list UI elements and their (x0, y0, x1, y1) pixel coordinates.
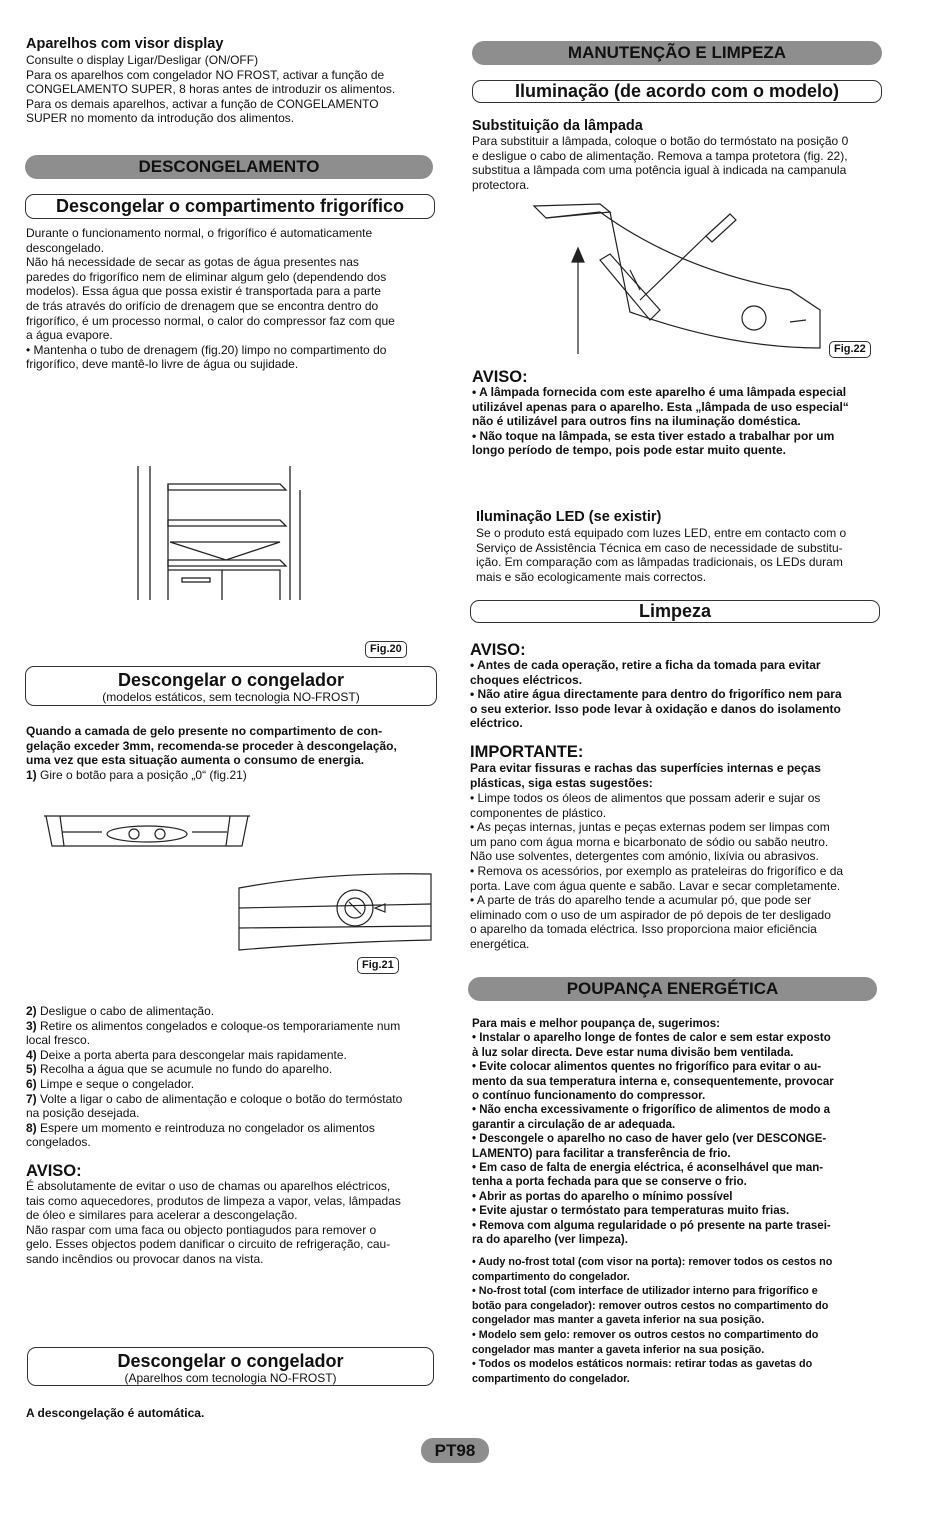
step-text: Deixe a porta aberta para descongelar mais rapidamente. (36, 1047, 347, 1062)
fig22-label: Fig.22 (829, 341, 871, 358)
text-line: compartimento do congelador. (472, 1270, 630, 1283)
text-line: protectora. (472, 177, 530, 192)
subsection-title: Descongelar o congelador (117, 670, 345, 690)
text-line: a água evapore. (26, 328, 113, 343)
subsection-title: Descongelar o compartimento frigorífico (55, 196, 405, 216)
subsection-box-congelador (25, 666, 437, 706)
text-line: eliminado com o uso de um aspirador de pó depois de ter desligado (470, 907, 831, 922)
substituicao-text (472, 134, 892, 192)
importante-text (470, 791, 890, 952)
step-text: Limpe e seque o congelador. (36, 1076, 195, 1091)
step-line (26, 1077, 446, 1092)
text-line: descongelado. (26, 240, 105, 255)
subsection-title: Iluminação (de acordo com o modelo) (514, 81, 840, 101)
text-line: substitua a lâmpada com uma potência igual à indicada na campanula (472, 163, 847, 178)
visor-text (26, 53, 446, 126)
text-line: modelos). Essa água que possa existir é transportada para a parte (26, 284, 381, 299)
text-line: o contínuo funcionamento do compressor. (472, 1090, 706, 1103)
text-line: congelador mas manter a gaveta inferior na sua posição. (472, 1314, 765, 1327)
step-number: 5) (26, 1062, 37, 1077)
text-line: Consulte o display Ligar/Desligar (ON/OFF) (26, 53, 259, 67)
poupanca-models-text (472, 1255, 884, 1386)
text-line: congelador mas manter a gaveta inferior na sua posição. (472, 1343, 765, 1356)
step-text: na posição desejada. (26, 1106, 140, 1121)
step-line (26, 1033, 446, 1048)
text-line: • Em caso de falta de energia eléctrica, é aconselhável que man- (472, 1162, 824, 1175)
subsection-box-frigorifico (25, 194, 435, 219)
text-line: Quando a camada de gelo presente no compartimento de con- (26, 724, 383, 738)
text-line: É absolutamente de evitar o uso de chamas ou aparelhos eléctricos, (26, 1179, 391, 1193)
text-line: Não raspar com uma faca ou objecto pontiagudos para remover o (26, 1222, 377, 1237)
steps-list (26, 1004, 446, 1150)
step-text: Recolha a água que se acumule no fundo do aparelho. (36, 1062, 333, 1077)
text-line: • Não atire água directamente para dentro do frigorífico nem para (470, 687, 842, 702)
step-line (26, 1062, 446, 1077)
text-line: • Abrir as portas do aparelho o mínimo possível (472, 1190, 733, 1203)
congelador-warning (26, 724, 446, 768)
fig21-top-illustration (42, 812, 252, 860)
text-line: • Não toque na lâmpada, se esta tiver estado a trabalhar por um (472, 428, 835, 443)
text-line: • Todos os modelos estáticos normais: retirar todas as gavetas do (472, 1358, 813, 1371)
visor-title: Aparelhos com visor display (26, 36, 224, 52)
aviso-limpeza-text (470, 658, 890, 731)
text-line: • Modelo sem gelo: remover os outros cestos no compartimento do (472, 1328, 819, 1341)
text-line: • Evite colocar alimentos quentes no frigorífico para evitar o au- (472, 1061, 822, 1074)
text-line: • Remova com alguma regularidade o pó presente na parte trasei- (472, 1219, 831, 1232)
step-line (26, 1092, 446, 1107)
subsection-box-iluminacao (472, 80, 882, 103)
page-number: PT98 (421, 1438, 489, 1463)
text-line: mento da sua temperatura interna e, consequentemente, provocar (472, 1075, 834, 1088)
text-line: tenha a porta fechada para que se conserve o frio. (472, 1176, 747, 1189)
fig21-label: Fig.21 (357, 957, 399, 974)
substituicao-title: Substituição da lâmpada (472, 118, 643, 134)
text-line: • No-frost total (com interface de utilizador interno para frigorífico e (472, 1285, 818, 1298)
text-line: Para substituir a lâmpada, coloque o botão do termóstato na posição 0 (472, 134, 849, 148)
text-line: LAMENTO) para facilitar a transferência de frio. (472, 1147, 731, 1160)
text-line: gelação exceder 3mm, recomenda-se proceder à descongelação, (26, 738, 397, 753)
aviso-title: AVISO: (472, 368, 528, 386)
step-line (26, 1019, 446, 1034)
text-line: de trás através do orifício de drenagem que se encontra dentro do (26, 298, 379, 313)
step-number: 8) (26, 1120, 37, 1135)
step-line (26, 1121, 446, 1136)
text-line: o aparelho da tomada eléctrica. Isso proporciona maior eficiência (470, 922, 817, 937)
text-line: à luz solar directa. Deve estar numa divisão bem ventilada. (472, 1046, 794, 1059)
step-number: 1) (26, 768, 37, 782)
step-text: Retire os alimentos congelados e coloque-os temporariamente num (36, 1018, 401, 1033)
text-line: ição. Em comparação com as lâmpadas tradicionais, os LEDs duram (476, 555, 843, 570)
subsection-title: Limpeza (638, 601, 712, 621)
subsection-subtitle: (Aparelhos com tecnologia NO-FROST) (124, 1371, 337, 1385)
text-line: o seu exterior. Isso pode levar à oxidação e danos do isolamento (470, 701, 841, 716)
step-1 (26, 768, 247, 783)
aviso-title: AVISO: (470, 641, 526, 659)
text-line: de óleo e similares para acelerar a descongelação. (26, 1208, 298, 1223)
section-bar-descongelamento: DESCONGELAMENTO (25, 155, 433, 179)
text-line: não é utilizável para outros fins na iluminação doméstica. (472, 414, 801, 429)
text-line: • Descongele o aparelho no caso de haver gelo (ver DESCONGE- (472, 1133, 827, 1146)
step-line (26, 1048, 446, 1063)
text-line: um pano com água morna e bicarbonato de sódio ou sabão neutro. (470, 834, 829, 849)
text-line: • Mantenha o tubo de drenagem (fig.20) limpo no compartimento do (26, 342, 387, 357)
aviso-text (26, 1179, 446, 1267)
text-line: • Remova os acessórios, por exemplo as prateleiras do frigorífico e da (470, 863, 844, 878)
text-line: tais como aquecedores, produtos de limpeza a vapor, velas, lâmpadas (26, 1193, 401, 1208)
section-bar-manutencao: MANUTENÇÃO E LIMPEZA (472, 41, 882, 65)
text-line: • Instalar o aparelho longe de fontes de calor e sem estar exposto (472, 1032, 831, 1045)
step-number: 7) (26, 1091, 37, 1106)
step-number: 2) (26, 1004, 37, 1018)
fig20-illustration (130, 462, 320, 607)
text-line: choques eléctricos. (470, 672, 583, 687)
step-line (26, 1004, 446, 1019)
text-line: Não há necessidade de secar as gotas de água presentes nas (26, 255, 359, 270)
text-line: frigorífico, é um processo normal, o calor do compressor faz com que (26, 313, 395, 328)
text-line: botão para congelador): remover outros cestos no compartimento do (472, 1299, 829, 1312)
step-text: congelados. (26, 1135, 91, 1150)
text-line: Serviço de Assistência Técnica em caso de necessidade de substitu- (476, 540, 843, 555)
frigorifico-text (26, 226, 446, 372)
step-number: 4) (26, 1047, 37, 1062)
aviso-title: AVISO: (26, 1162, 82, 1180)
text-line: porta. Lave com água quente e sabão. Lavar e secar completamente. (470, 878, 841, 893)
text-line: energética. (470, 936, 530, 951)
text-line: Para evitar fissuras e rachas das superfícies internas e peças (470, 761, 821, 775)
text-line: SUPER no momento da introdução dos alimentos. (26, 111, 295, 126)
step-number: 3) (26, 1018, 37, 1033)
text-line: • Limpe todos os óleos de alimentos que possam aderir e sujar os (470, 791, 821, 805)
poupanca-text (472, 1017, 892, 1248)
step-text: Desligue o cabo de alimentação. (36, 1004, 215, 1018)
importante-bold (470, 761, 890, 790)
importante-title: IMPORTANTE: (470, 743, 584, 761)
subsection-subtitle: (modelos estáticos, sem tecnologia NO-FROST) (102, 690, 360, 704)
text-line: eléctrico. (470, 716, 523, 731)
led-text (476, 526, 896, 584)
text-line: • A parte de trás do aparelho tende a acumular pó, que pode ser (470, 893, 812, 908)
text-line: • Não encha excessivamente o frigorífico de alimentos de modo a (472, 1104, 831, 1117)
fig20-label: Fig.20 (365, 641, 407, 658)
aviso-lampada-text (472, 385, 892, 458)
text-line: Se o produto está equipado com luzes LED, entre em contacto com o (476, 526, 847, 540)
text-line: • Audy no-frost total (com visor na porta): remover todos os cestos no (472, 1256, 833, 1268)
step-text: Espere um momento e reintroduza no congelador os alimentos (36, 1120, 375, 1135)
fig22-illustration (530, 200, 830, 358)
fig21-detail-illustration (235, 868, 435, 954)
text-line: • A lâmpada fornecida com este aparelho é uma lâmpada especial (472, 385, 847, 399)
text-line: CONGELAMENTO SUPER, 8 horas antes de introduzir os alimentos. (26, 82, 396, 97)
step-line (26, 1106, 446, 1121)
section-bar-poupanca: POUPANÇA ENERGÉTICA (468, 977, 877, 1001)
text-line: mais e são ecologicamente mais correctos. (476, 569, 707, 584)
auto-defrost-note: A descongelação é automática. (26, 1406, 205, 1420)
text-line: Para os demais aparelhos, activar a função de CONGELAMENTO (26, 96, 379, 111)
text-line: Para os aparelhos com congelador NO FROST, activar a função de (26, 67, 385, 82)
text-line: uma vez que esta situação aumenta o consumo de energia. (26, 753, 365, 768)
text-line: • Antes de cada operação, retire a ficha da tomada para evitar (470, 658, 821, 672)
text-line: ra do aparelho (ver limpeza). (472, 1234, 628, 1247)
text-line: e desligue o cabo de alimentação. Remova a tampa protetora (fig. 22), (472, 148, 848, 163)
text-line: • As peças internas, juntas e peças externas podem ser limpas com (470, 820, 830, 835)
step-line (26, 1135, 446, 1150)
text-line: utilizável apenas para o aparelho. Esta „lâmpada de uso especial“ (472, 399, 849, 414)
text-line: • Evite ajustar o termóstato para temperaturas muito frias. (472, 1205, 790, 1218)
step-text: local fresco. (26, 1033, 91, 1048)
subsection-title: Descongelar o congelador (117, 1351, 344, 1371)
text-line: Durante o funcionamento normal, o frigorífico é automaticamente (26, 226, 373, 240)
step-number: 6) (26, 1076, 37, 1091)
text-line: Não use solventes, detergentes com amónio, lixívia ou abrasivos. (470, 849, 819, 864)
text-line: plásticas, siga estas sugestões: (470, 775, 653, 790)
text-line: gelo. Esses objectos podem danificar o circuito de refrigeração, cau- (26, 1237, 391, 1252)
text-line: componentes de plástico. (470, 805, 607, 820)
text-line: sando incêndios ou provocar danos na vista. (26, 1251, 264, 1266)
text-line: compartimento do congelador. (472, 1372, 630, 1385)
step-text: Volte a ligar o cabo de alimentação e coloque o botão do termóstato (36, 1091, 403, 1106)
text-line: paredes do frigorífico nem de eliminar algum gelo (dependendo dos (26, 269, 387, 284)
text-line: garantir a circulação de ar adequada. (472, 1118, 676, 1131)
text-line: longo período de tempo, pois pode estar muito quente. (472, 443, 787, 458)
text-line: frigorífico, deve mantê-lo livre de água ou sujidade. (26, 357, 299, 372)
step-text: Gire o botão para a posição „0“ (fig.21) (36, 768, 247, 782)
led-title: Iluminação LED (se existir) (476, 509, 662, 525)
text-line: Para mais e melhor poupança de, sugerimos: (472, 1018, 720, 1030)
subsection-box-limpeza (470, 600, 880, 623)
subsection-box-nofrost (27, 1347, 434, 1386)
